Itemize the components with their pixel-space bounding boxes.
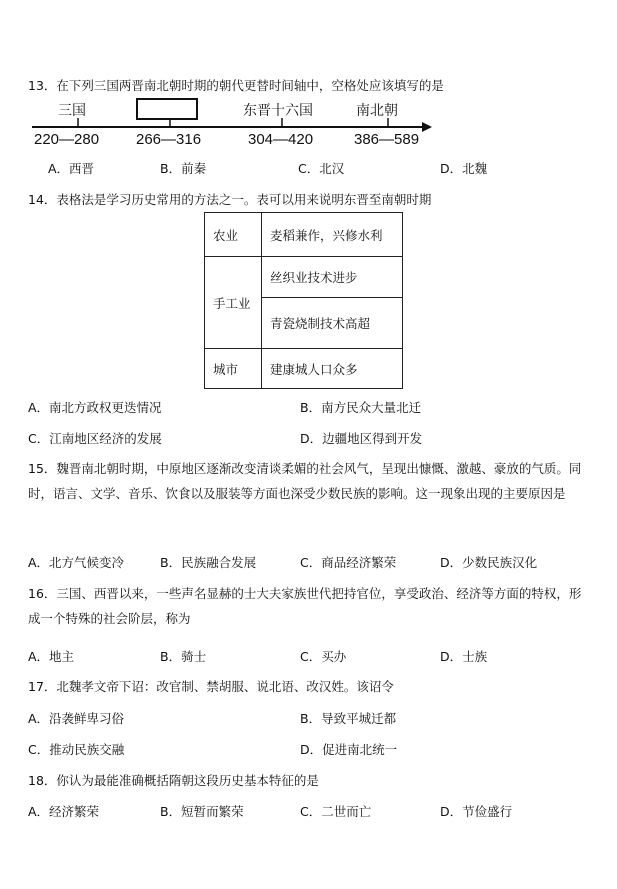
range-label-4: 386—589 [354, 131, 420, 148]
range-label-2: 266—316 [136, 131, 202, 148]
q13-option-b[interactable]: B．前秦 [160, 161, 207, 176]
table-cell-item: 麦稻兼作，兴修水利 [262, 213, 403, 257]
q17-option-d[interactable]: D．促进南北统一 [300, 742, 398, 757]
q16-option-c[interactable]: C．买办 [300, 649, 347, 664]
q14-option-a[interactable]: A．南北方政权更迭情况 [28, 400, 162, 415]
q14-table [204, 212, 403, 389]
table-row [205, 213, 403, 257]
era-label-3: 东晋十六国 [243, 103, 313, 119]
blank-box [137, 99, 197, 119]
table-cell-category: 手工业 [205, 257, 262, 349]
q13-option-d[interactable]: D．北魏 [440, 161, 488, 176]
q14-option-b[interactable]: B．南方民众大量北迁 [300, 400, 422, 415]
q15-option-d[interactable]: D．少数民族汉化 [440, 555, 538, 570]
q13-timeline [28, 95, 438, 155]
q16-option-d[interactable]: D．士族 [440, 649, 488, 664]
q15-option-a[interactable]: A．北方气候变冷 [28, 555, 125, 570]
q16-option-b[interactable]: B．骑士 [160, 649, 207, 664]
q14-option-d[interactable]: D．边疆地区得到开发 [300, 431, 423, 446]
q18-option-d[interactable]: D．节俭盛行 [440, 804, 513, 819]
q17-option-b[interactable]: B．导致平城迁都 [300, 711, 397, 726]
q17-stem: 17．北魏孝文帝下诏：改官制、禁胡服、说北语、改汉姓。该诏令 [28, 679, 394, 694]
q18-stem: 18．你认为最能准确概括隋朝这段历史基本特征的是 [28, 773, 319, 788]
table-cell-item: 丝织业技术进步 [262, 257, 403, 298]
q18-option-a[interactable]: A．经济繁荣 [28, 804, 100, 819]
q13-option-a[interactable]: A．西晋 [48, 161, 95, 176]
q13-stem: 13．在下列三国两晋南北朝时期的朝代更替时间轴中，空格处应该填写的是 [28, 78, 444, 93]
table-row [205, 257, 403, 298]
era-label-1: 三国 [58, 103, 86, 119]
q14-stem: 14．表格法是学习历史常用的方法之一。表可以用来说明东晋至南朝时期 [28, 192, 432, 207]
range-label-3: 304—420 [248, 131, 314, 148]
q17-option-a[interactable]: A．沿袭鲜卑习俗 [28, 711, 125, 726]
q15-stem: 15．魏晋南北朝时期，中原地区逐渐改变清谈柔媚的社会风气，呈现出慷慨、激越、豪放的气质。同时，语言、文学、音乐、饮食以及服装等方面也深受少数民族的影响。这一现象出现的主要原因是 [28, 461, 582, 501]
table-row [205, 349, 403, 389]
q13-option-c[interactable]: C．北汉 [298, 161, 345, 176]
range-label-1: 220—280 [34, 131, 100, 148]
table-cell-category: 城市 [205, 349, 262, 389]
q14-option-c[interactable]: C．江南地区经济的发展 [28, 431, 162, 446]
table-cell-item: 青瓷烧制技术高超 [262, 298, 403, 349]
q15-option-c[interactable]: C．商品经济繁荣 [300, 555, 397, 570]
era-label-4: 南北朝 [356, 103, 398, 119]
q18-option-c[interactable]: C．二世而亡 [300, 804, 372, 819]
table-cell-category: 农业 [205, 213, 262, 257]
q18-option-b[interactable]: B．短暂而繁荣 [160, 804, 244, 819]
table-cell-item: 建康城人口众多 [262, 349, 403, 389]
q16-stem: 16．三国、西晋以来，一些声名显赫的士大夫家族世代把持官位，享受政治、经济等方面的特权，形成一个特殊的社会阶层，称为 [28, 586, 582, 626]
q15-option-b[interactable]: B．民族融合发展 [160, 555, 257, 570]
q16-option-a[interactable]: A．地主 [28, 649, 75, 664]
q17-option-c[interactable]: C．推动民族交融 [28, 742, 125, 757]
